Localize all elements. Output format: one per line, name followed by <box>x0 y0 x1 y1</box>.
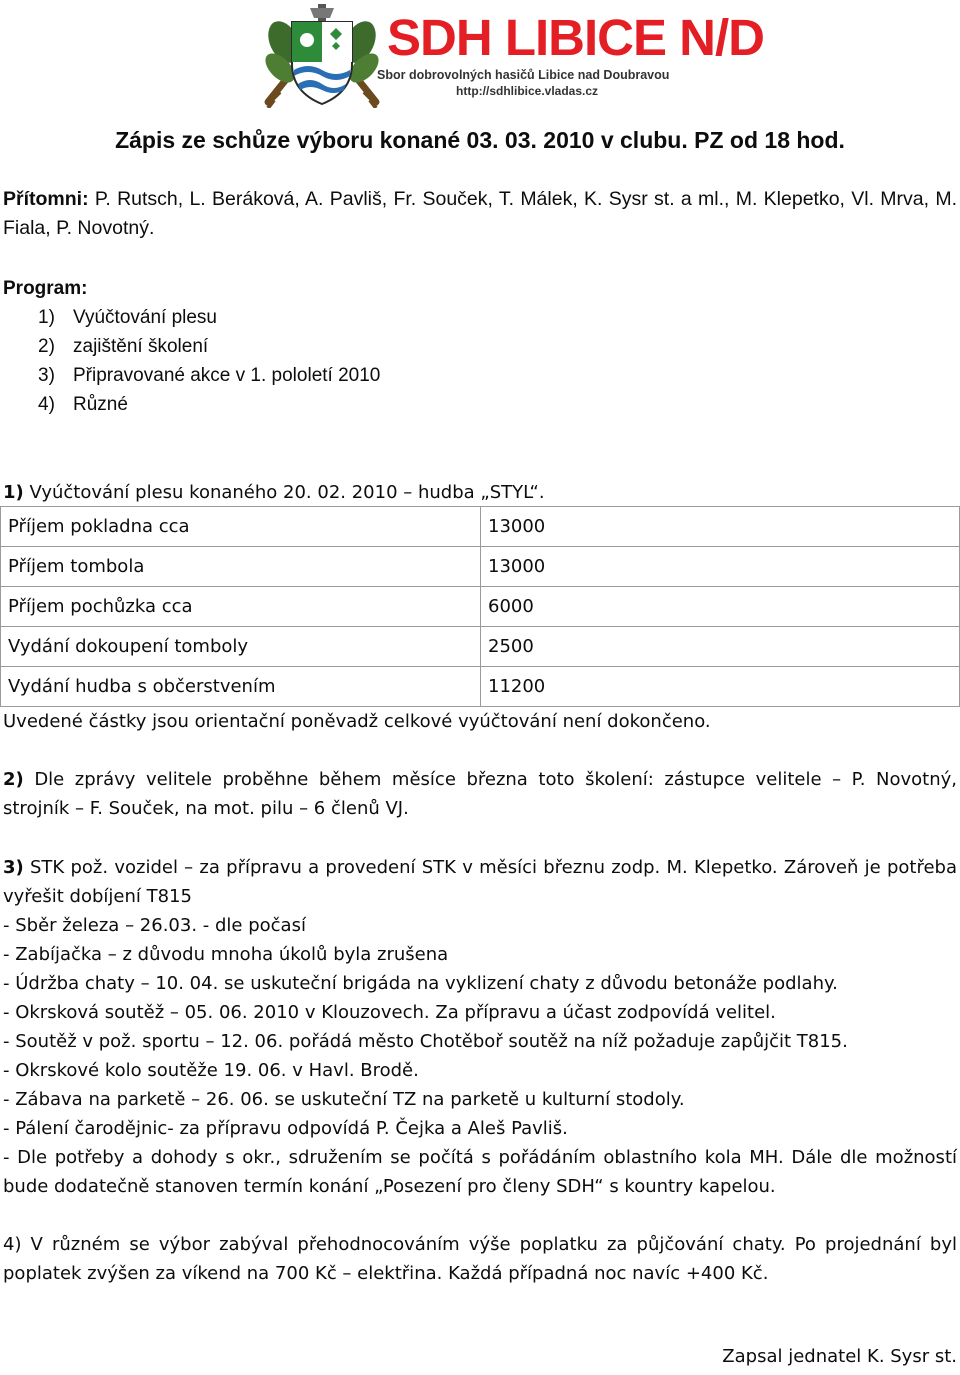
budget-table <box>0 506 960 707</box>
table-cell-label: Příjem tombola <box>1 547 481 587</box>
list-item: - Sběr železa – 26.03. - dle počasí <box>3 915 306 936</box>
program-list <box>38 303 380 419</box>
section3-paragraph <box>3 853 957 911</box>
table-cell-label: Příjem pokladna cca <box>1 507 481 547</box>
section1-note: Uvedené částky jsou orientační poněvadž celkové vyúčtování není dokončeno. <box>3 711 711 732</box>
section1-heading <box>3 478 957 507</box>
document-title: Zápis ze schůze výboru konané 03. 03. 2010 v clubu. PZ od 18 hod. <box>115 127 845 153</box>
list-item: - Pálení čarodějnic- za přípravu odpovídá P. Čejka a Aleš Pavliš. <box>3 1118 568 1139</box>
list-item: - Okrsková soutěž – 05. 06. 2010 v Klouzovech. Za přípravu a účast zodpovídá velitel. <box>3 1002 776 1023</box>
section3-last-item: - Dle potřeby a dohody s okr., sdružením se počítá s pořádáním oblastního kola MH. Dále dle možností bude dodatečně stanoven termín konání „Posezení pro členy SDH“ s kountry kapelou. <box>3 1147 957 1197</box>
table-cell-value: 13000 <box>481 507 960 547</box>
table-cell-label: Příjem pochůzka cca <box>1 587 481 627</box>
list-item: - Okrskové kolo soutěže 19. 06. v Havl. Brodě. <box>3 1060 419 1081</box>
header-logo <box>212 4 765 108</box>
section3-text: STK pož. vozidel – za přípravu a provedení STK v měsíci březnu zodp. M. Klepetko. Zároveň je potřeba vyřešit dobíjení T815 <box>3 857 957 907</box>
table-cell-value: 2500 <box>481 627 960 667</box>
fire-brigade-emblem-icon <box>260 4 384 108</box>
table-row <box>1 627 960 667</box>
program-heading <box>3 274 957 303</box>
section1-num: 1) <box>3 482 24 503</box>
section2-num: 2) <box>3 769 24 790</box>
section3-list <box>3 911 957 1143</box>
program-item: 1) Vyúčtování plesu <box>38 307 217 328</box>
section4-paragraph: 4) V různém se výbor zabýval přehodnocováním výše poplatku za půjčování chaty. Po projednání byl poplatek zvýšen za víkend na 700 Kč – elektřina. Každá případná noc navíc +400 Kč. <box>3 1234 957 1284</box>
list-item: - Zábava na parketě – 26. 06. se uskuteční TZ na parketě u kulturní stodoly. <box>3 1089 685 1110</box>
list-item: - Zabíjačka – z důvodu mnoha úkolů byla zrušena <box>3 944 449 965</box>
program-label: Program: <box>3 278 88 299</box>
brand-subtitle: Sbor dobrovolných hasičů Libice nad Doubravou <box>377 68 670 82</box>
section2-paragraph <box>3 765 957 823</box>
table-cell-value: 11200 <box>481 667 960 707</box>
table-cell-value: 13000 <box>481 547 960 587</box>
table-cell-label: Vydání dokoupení tomboly <box>1 627 481 667</box>
signature: Zapsal jednatel K. Sysr st. <box>722 1346 957 1367</box>
attendees-paragraph <box>3 185 957 243</box>
table-row <box>1 507 960 547</box>
table-cell-value: 6000 <box>481 587 960 627</box>
brand-title: SDH LIBICE N/D <box>387 9 765 66</box>
table-row <box>1 667 960 707</box>
attendees-label: Přítomni: <box>3 188 89 210</box>
section3-num: 3) <box>3 857 24 878</box>
program-item: 3) Připravované akce v 1. pololetí 2010 <box>38 365 381 386</box>
brand-url[interactable]: http://sdhlibice.vladas.cz <box>456 84 599 98</box>
table-row <box>1 587 960 627</box>
list-item: - Údržba chaty – 10. 04. se uskuteční brigáda na vyklizení chaty z důvodu betonáže podlahy. <box>3 973 838 994</box>
section2-text: Dle zprávy velitele proběhne během měsíce března toto školení: zástupce velitele – P. Novotný, strojník – F. Souček, na mot. pilu – 6 členů VJ. <box>3 769 957 819</box>
attendees-text: P. Rutsch, L. Beráková, A. Pavliš, Fr. Souček, T. Málek, K. Sysr st. a ml., M. Klepetko, Vl. Mrva, M. Fiala, P. Novotný. <box>3 188 957 239</box>
table-cell-label: Vydání hudba s občerstvením <box>1 667 481 707</box>
list-item: - Soutěž v pož. sportu – 12. 06. pořádá město Chotěboř soutěž na níž požaduje zapůjčit T815. <box>3 1031 848 1052</box>
section1-heading-text: Vyúčtování plesu konaného 20. 02. 2010 – hudba „STYL“. <box>23 482 545 503</box>
program-item: 4) Různé <box>38 394 128 415</box>
program-item: 2) zajištění školení <box>38 336 209 357</box>
table-row <box>1 547 960 587</box>
